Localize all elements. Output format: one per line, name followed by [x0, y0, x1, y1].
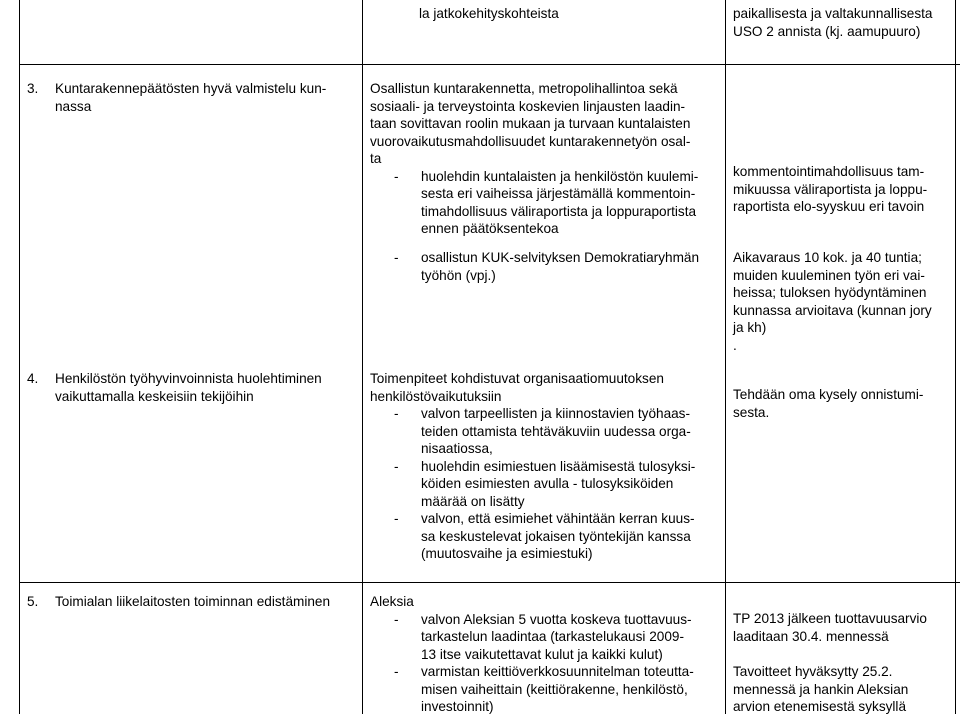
row5-note-1: TP 2013 jälkeen tuottavuusarvio laaditaan 30.4. mennessä [733, 611, 927, 644]
row3-note-1: kommentointimahdollisuus tam- mikuussa väliraportista ja loppu- raportista elo-syyskuu eri tavoin [733, 164, 928, 214]
top-col4-text: paikallisesta ja valtakunnallisesta USO 2 annista (kj. aamupuuro) [733, 6, 933, 39]
row4-measures: Toimenpiteet kohdistuvat organisaatiomuutoksen henkilöstövaikutuksiin - valvon tarpeellisten ja kiinnostavien työhaas- teiden ottamista tehtäväkuviin uudessa orga- nisaatiossa, - huolehdin esimiestuen lisäämisestä tulosyksi- köiden esimiesten avulla - tulosyksiköiden määrää on lisätty - valvon, että esimiehet vähintään kerran kuus- sa keskustelevat jokaisen työntekijän kanssa (muutosvaihe ja esimiestuki) [370, 371, 696, 561]
row3-bullet-2: - osallistun KUK-selvityksen Demokratiaryhmän työhön (vpj.) [394, 250, 700, 283]
column-divider-2 [725, 0, 726, 714]
top-col2-text: la jatkokehityskohteista [419, 6, 559, 21]
row5-measures: Aleksia - valvon Aleksian 5 vuotta koskeva tuottavuus- tarkastelun laadintaa (tarkastelukausi 2009- 13 itse vaikutettavat kulut ja kaikki kulut) - varmistan keittiöverkkosuunnitelman toteutta- misen vaiheittain (keittiörakenne, henkilöstö, investoinnit) [370, 594, 694, 714]
row3-note-2: Aikavaraus 10 kok. ja 40 tuntia; muiden kuuleminen työn eri vai- heissa; tuloksen hyödyntäminen kunnassa arvioitava (kunnan jory ja kh) . [733, 250, 932, 353]
row5-note-2: Tavoitteet hyväksytty 25.2. mennessä ja hankin Aleksian arvion etenemisestä syksyllä [733, 664, 909, 714]
row3-measures: Osallistun kuntarakennetta, metropolihallintoa sekä sosiaali- ja terveystointa koskevien linjausten laadin- taan sovittavan roolin mukaan ja turvaan kuntalaisten vuorovaikutusmahdollisuudet kuntarakennetyön osal- ta - huolehdin kuntalaisten ja henkilöstön kuulemi- sesta eri vaiheissa järjestämällä kommentoin- timahdollisuus väliraportista ja loppuraportista ennen päätöksentekoa [370, 81, 699, 236]
row3-title: Kuntarakennepäätösten hyvä valmistelu kun- nassa [55, 81, 327, 114]
row3-number: 3. [27, 81, 39, 96]
table-border-left [19, 0, 20, 714]
row3-bullet-1: - huolehdin kuntalaisten ja henkilöstön kuulemi- [394, 168, 699, 184]
row5-number: 5. [27, 594, 39, 609]
row4-title: Henkilöstön työhyvinvoinnista huolehtiminen vaikuttamalla keskeisiin tekijöihin [55, 371, 322, 404]
row4-number: 4. [27, 371, 39, 386]
table-border-right [955, 0, 956, 714]
row-divider-1 [19, 64, 960, 65]
row5-title: Toimialan liikelaitosten toiminnan edistäminen [55, 594, 331, 609]
row-divider-2 [19, 582, 960, 583]
column-divider-1 [362, 0, 363, 714]
row4-note: Tehdään oma kysely onnistumi- sesta. [733, 387, 924, 420]
